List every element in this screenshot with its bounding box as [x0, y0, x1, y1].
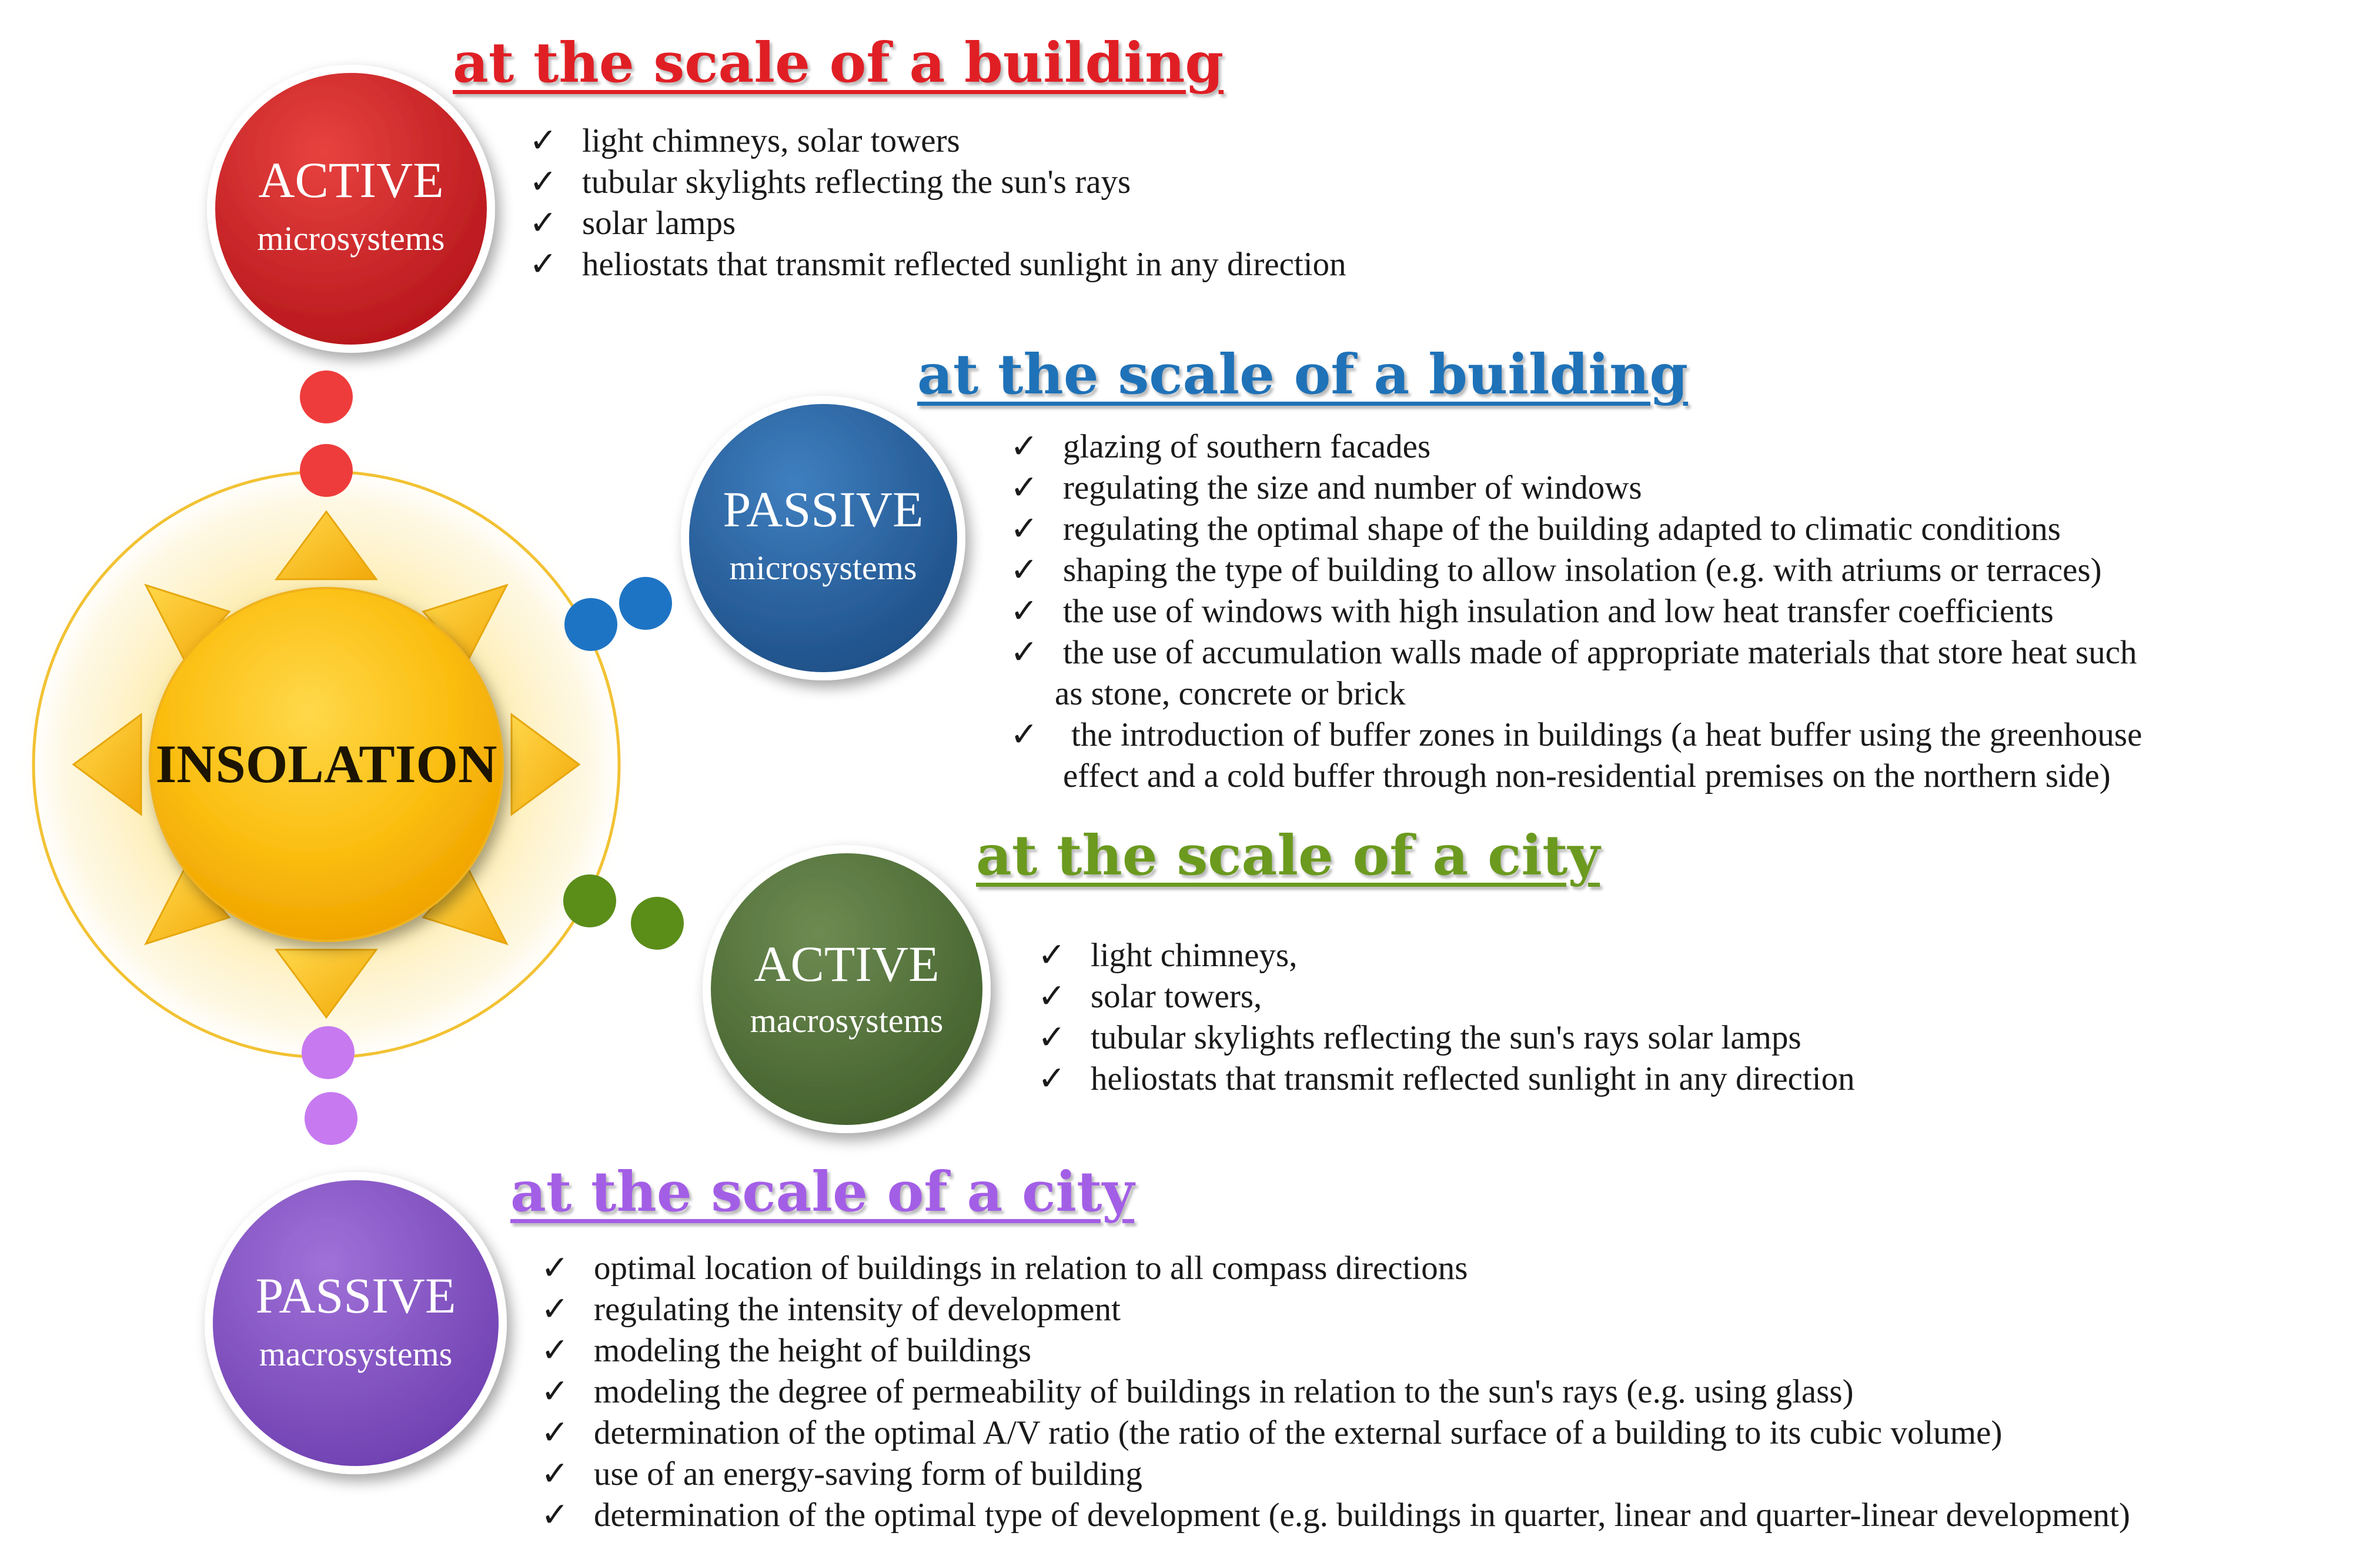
circle-passive-macro-title: PASSIVE	[255, 1267, 456, 1324]
check-icon: ✓	[541, 1250, 569, 1287]
circle-active-micro-disc	[211, 69, 491, 349]
check-icon: ✓	[541, 1291, 569, 1328]
item-text: shaping the type of building to allow insolation (e.g. with atriums or terraces)	[1063, 552, 2102, 589]
item-text-continuation: as stone, concrete or brick	[1055, 675, 1406, 712]
circle-active-macro-title: ACTIVE	[754, 936, 940, 992]
circle-passive-micro-disc	[685, 400, 961, 676]
dot-purple-2	[305, 1092, 357, 1145]
list-item	[541, 1289, 2130, 1330]
list-item	[541, 1330, 2130, 1371]
check-icon: ✓	[529, 205, 557, 242]
item-text: light chimneys, solar towers	[582, 122, 960, 159]
list-item	[1038, 935, 1855, 976]
check-icon: ✓	[1038, 978, 1066, 1015]
item-text: regulating the size and number of windows	[1063, 469, 1642, 506]
list-item	[1038, 976, 1855, 1017]
list-item	[541, 1454, 2130, 1495]
check-icon: ✓	[1010, 593, 1038, 630]
heading-active-microsystems: at the scale of a building	[453, 31, 1224, 95]
circle-passive-micro-subtitle: microsystems	[729, 549, 917, 587]
circle-passive-microsystems	[685, 400, 961, 676]
item-text: glazing of southern facades	[1063, 428, 1431, 465]
list-item	[1010, 550, 2142, 591]
item-text: light chimneys,	[1091, 937, 1298, 974]
item-text: heliostats that transmit reflected sunlight in any direction	[582, 246, 1346, 283]
list-item	[541, 1371, 2130, 1413]
list-item	[1010, 714, 2142, 797]
item-text: tubular skylights reflecting the sun's rays solar lamps	[1091, 1019, 1801, 1056]
item-text: tubular skylights reflecting the sun's rays	[582, 163, 1131, 201]
check-icon: ✓	[541, 1455, 569, 1492]
check-icon: ✓	[1010, 634, 1038, 671]
dot-blue-1	[564, 598, 617, 651]
item-text: regulating the intensity of development	[594, 1291, 1121, 1328]
circle-passive-macro-subtitle: macrosystems	[259, 1335, 453, 1373]
list-active-microsystems	[529, 121, 1346, 285]
item-text: determination of the optimal A/V ratio (the ratio of the external surface of a building to its cubic volume)	[594, 1414, 2003, 1451]
list-item	[541, 1495, 2130, 1536]
item-text: solar lamps	[582, 205, 736, 242]
check-icon: ✓	[1010, 428, 1038, 465]
dot-red-1	[300, 370, 353, 423]
list-item	[541, 1248, 2130, 1289]
circle-active-microsystems	[211, 69, 491, 349]
circle-active-macrosystems	[707, 849, 987, 1129]
list-item	[529, 203, 1346, 244]
center-label: INSOLATION	[155, 734, 497, 794]
item-text: the use of accumulation walls made of appropriate materials that store heat such	[1063, 634, 2137, 671]
item-text: use of an energy-saving form of building	[594, 1455, 1142, 1492]
list-item	[1010, 591, 2142, 632]
dot-green-1	[563, 874, 616, 927]
dot-green-2	[631, 897, 684, 950]
item-text: the introduction of buffer zones in buildings (a heat buffer using the greenhouse	[1071, 716, 2142, 753]
list-item	[1010, 509, 2142, 550]
item-text-continuation: effect and a cold buffer through non-residential premises on the northern side)	[1063, 757, 2111, 794]
check-icon: ✓	[1038, 1019, 1066, 1056]
check-icon: ✓	[1010, 510, 1038, 547]
check-icon: ✓	[1038, 1060, 1066, 1097]
list-active-macrosystems	[1038, 935, 1855, 1100]
list-item	[529, 162, 1346, 203]
dot-purple-1	[302, 1026, 355, 1079]
item-text: modeling the degree of permeability of buildings in relation to the sun's rays (e.g. using glass)	[594, 1373, 1854, 1410]
list-item	[1010, 426, 2142, 468]
item-text: regulating the optimal shape of the building adapted to climatic conditions	[1063, 510, 2061, 547]
check-icon: ✓	[1010, 469, 1038, 506]
item-text: determination of the optimal type of development (e.g. buildings in quarter, linear and quarter-linear development)	[594, 1497, 2130, 1534]
dot-red-2	[300, 444, 353, 497]
circle-active-micro-title: ACTIVE	[258, 152, 444, 208]
check-icon: ✓	[541, 1373, 569, 1410]
check-icon: ✓	[1038, 937, 1066, 974]
check-icon: ✓	[541, 1414, 569, 1451]
list-item	[529, 121, 1346, 162]
circle-active-macro-subtitle: macrosystems	[750, 1001, 944, 1040]
check-icon: ✓	[541, 1497, 569, 1534]
item-text: the use of windows with high insulation and low heat transfer coefficients	[1063, 593, 2054, 630]
check-icon: ✓	[1010, 552, 1038, 589]
item-text: solar towers,	[1091, 978, 1262, 1015]
dot-blue-2	[619, 577, 672, 630]
list-item	[1010, 632, 2142, 714]
list-item	[541, 1413, 2130, 1454]
item-text: modeling the height of buildings	[594, 1332, 1032, 1369]
item-text: heliostats that transmit reflected sunlight in any direction	[1091, 1060, 1855, 1097]
check-icon: ✓	[529, 122, 557, 159]
list-passive-macrosystems	[541, 1248, 2130, 1536]
list-item	[1038, 1017, 1855, 1059]
check-icon: ✓	[529, 246, 557, 283]
list-item	[529, 244, 1346, 285]
sun-graphic	[15, 453, 638, 1076]
list-passive-microsystems	[1010, 426, 2142, 797]
circle-passive-macrosystems	[209, 1176, 503, 1470]
list-item	[1038, 1059, 1855, 1100]
circle-passive-micro-title: PASSIVE	[723, 481, 924, 537]
heading-active-macrosystems: at the scale of a city	[976, 823, 1600, 888]
check-icon: ✓	[1010, 716, 1038, 753]
list-item	[1010, 468, 2142, 509]
check-icon: ✓	[529, 163, 557, 201]
circle-active-micro-subtitle: microsystems	[257, 219, 445, 258]
heading-passive-macrosystems: at the scale of a city	[510, 1160, 1135, 1224]
item-text: optimal location of buildings in relation to all compass directions	[594, 1250, 1468, 1287]
check-icon: ✓	[541, 1332, 569, 1369]
heading-passive-microsystems: at the scale of a building	[917, 342, 1689, 407]
